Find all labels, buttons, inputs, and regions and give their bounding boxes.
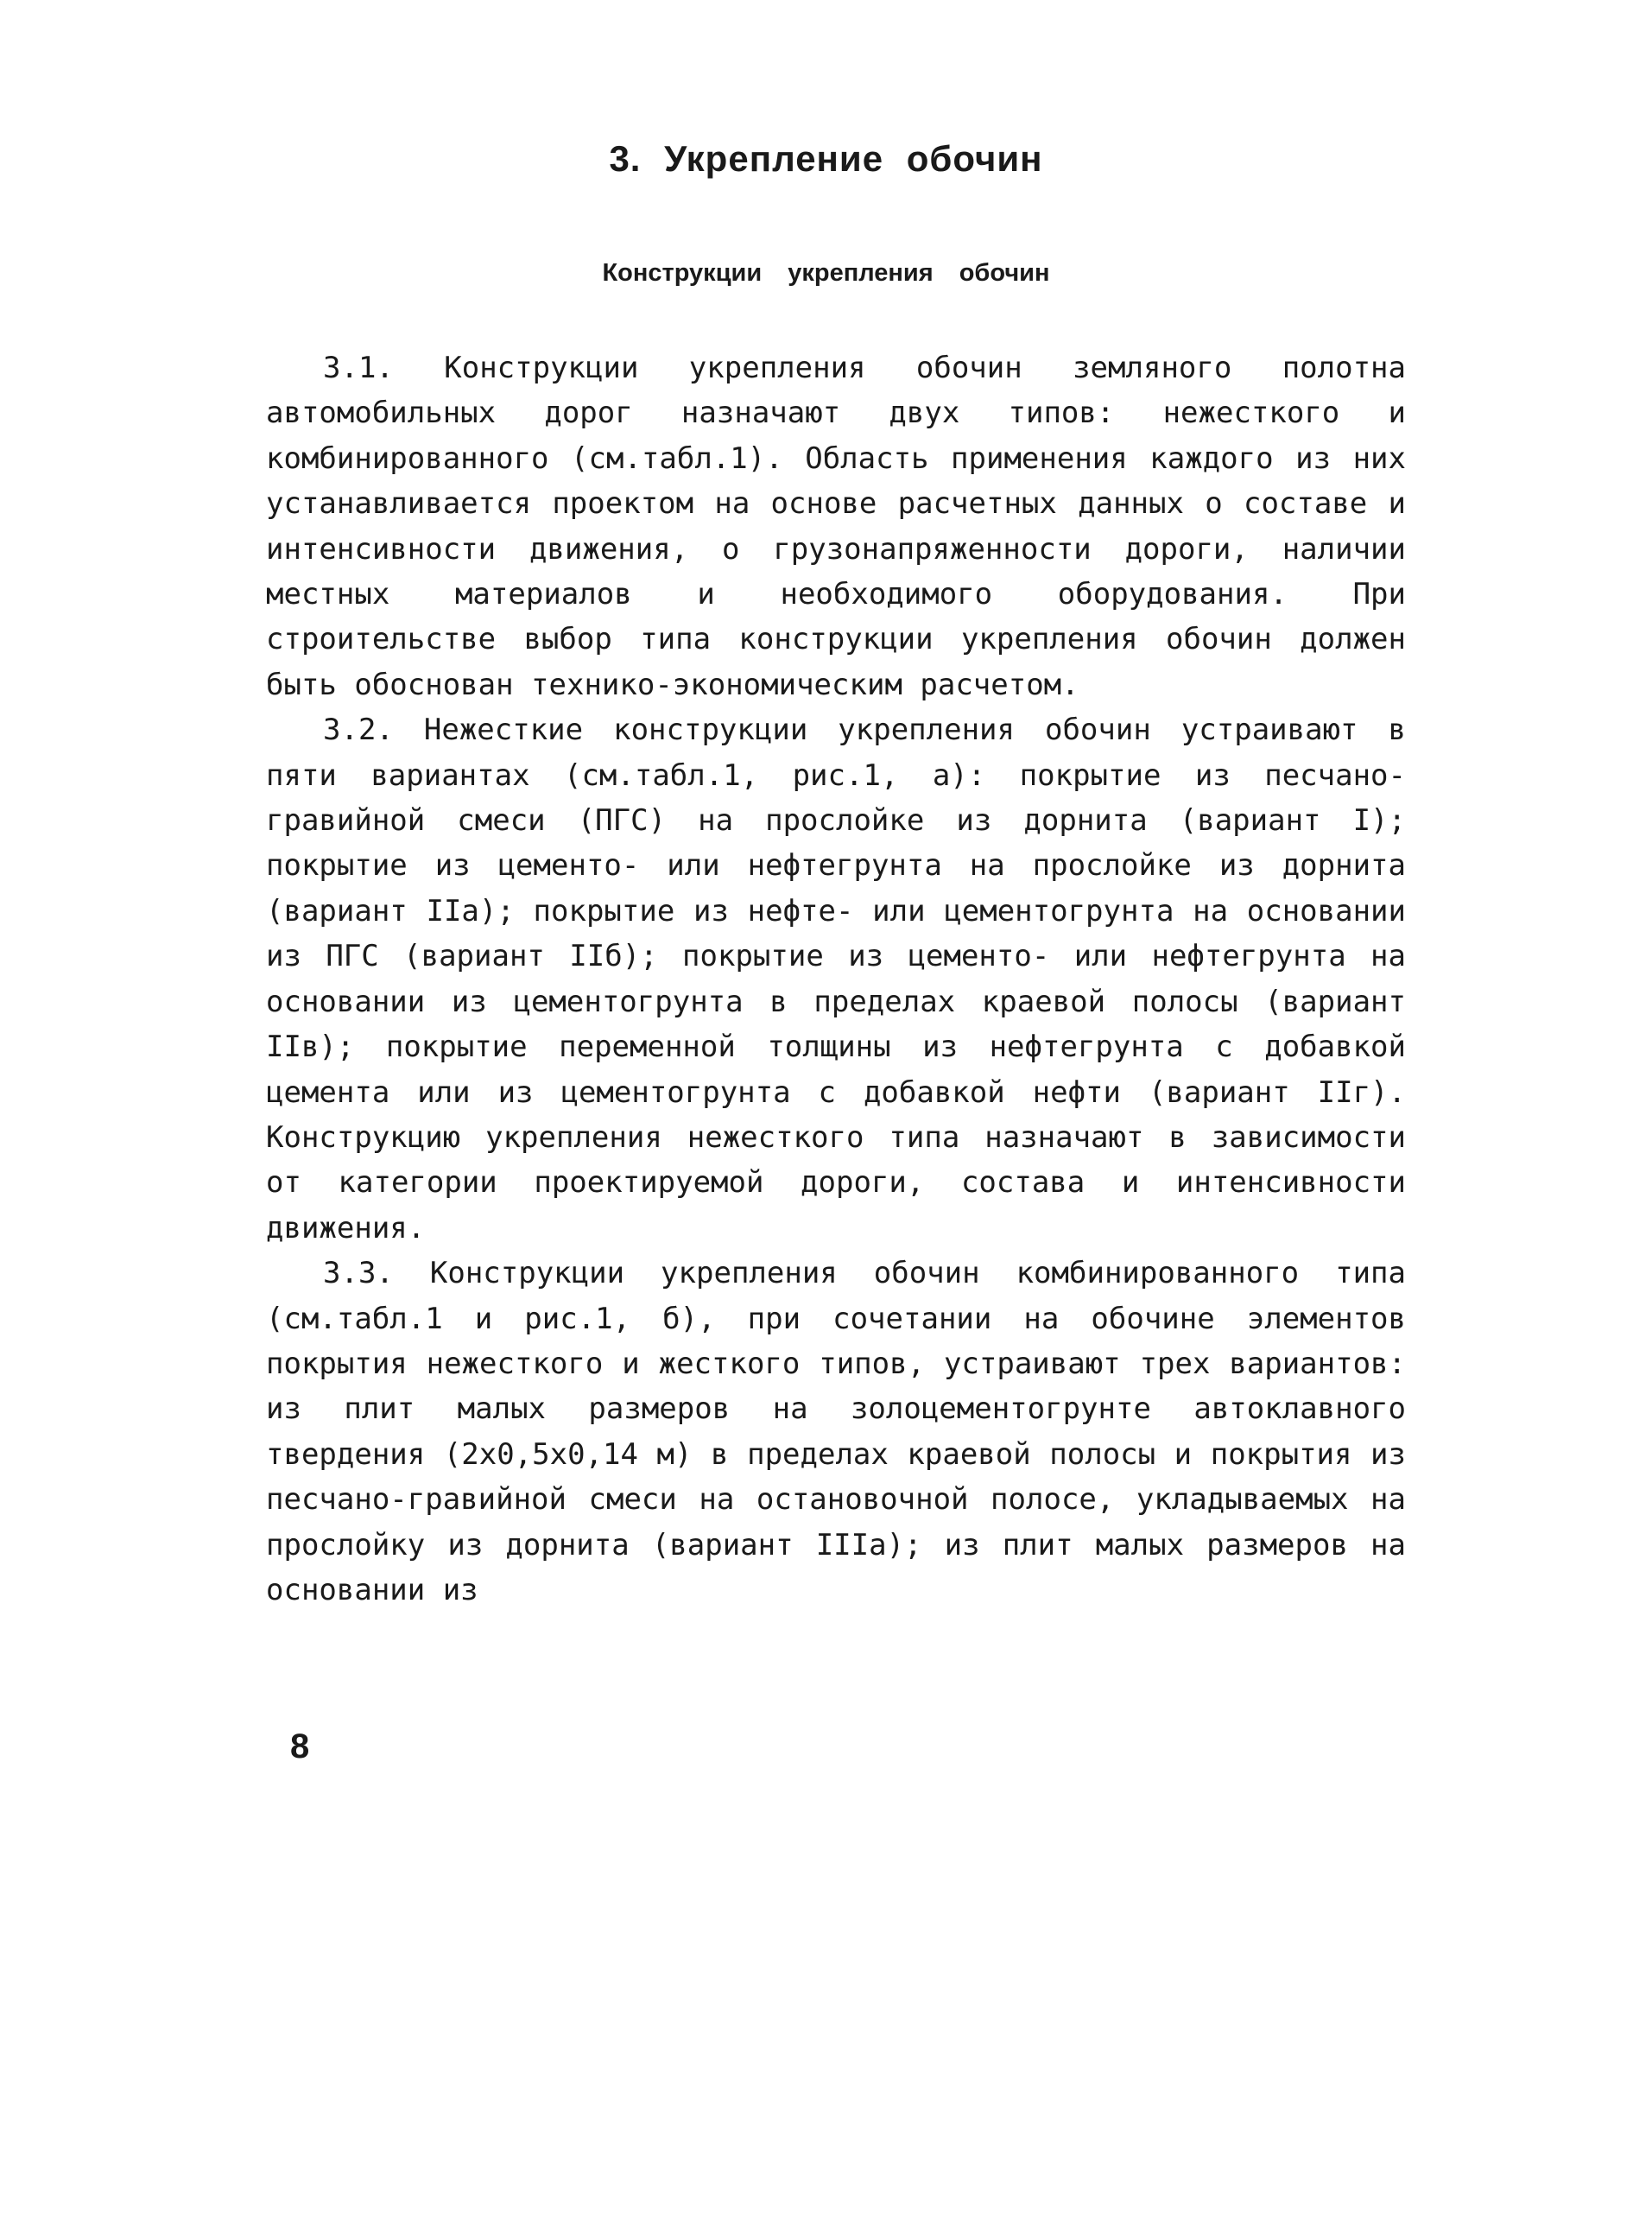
paragraph-3-2: 3.2. Нежесткие конструкции укрепления обочин устраивают в пяти вариантах (см.табл.1, рис.1, а): покрытие из песчано-гравийной смеси (ПГС) на прослойке из дорнита (вариант I); покрытие из цементо- или нефтегрунта на прослойке из дорнита (вариант IIа); покрытие из нефте- или цементогрунта на основании из ПГС (вариант IIб); покрытие из цементо- или нефтегрунта на основании из цементогрунта в пределах краевой полосы (вариант IIв); покрытие переменной толщины из нефтегрунта с добавкой цемента или из цементогрунта с добавкой нефти (вариант IIг). Конструкцию укрепления нежесткого типа назначают в зависимости от категории проектируемой дороги, состава и интенсивности движения. bbox=[266, 713, 1406, 1245]
subsection-title: Конструкции укрепления обочин bbox=[602, 259, 1050, 287]
page-number: 8 bbox=[290, 1727, 310, 1765]
paragraph-3-3: 3.3. Конструкции укрепления обочин комбинированного типа (см.табл.1 и рис.1, б), при сочетании на обочине элементов покрытия нежесткого и жесткого типов, устраивают трех вариантов: из плит малых размеров на золоцементогрунте автоклавного твердения (2х0,5х0,14 м) в пределах краевой полосы и покрытия из песчано-гравийной смеси на остановочной полосе, укладываемых на прослойку из дорнита (вариант IIIа); из плит малых размеров на основании из bbox=[266, 1256, 1406, 1607]
body-text bbox=[266, 345, 1406, 1613]
section-title: 3. Укрепление обочин bbox=[609, 138, 1043, 179]
paragraph-3-1: 3.1. Конструкции укрепления обочин земляного полотна автомобильных дорог назначают двух типов: нежесткого и комбинированного (см.табл.1). Область применения каждого из них устанавливается проектом на основе расчетных данных о составе и интенсивности движения, о грузонапряженности дороги, наличии местных материалов и необходимого оборудования. При строительстве выбор типа конструкции укрепления обочин должен быть обоснован технико-экономическим расчетом. bbox=[266, 351, 1406, 702]
